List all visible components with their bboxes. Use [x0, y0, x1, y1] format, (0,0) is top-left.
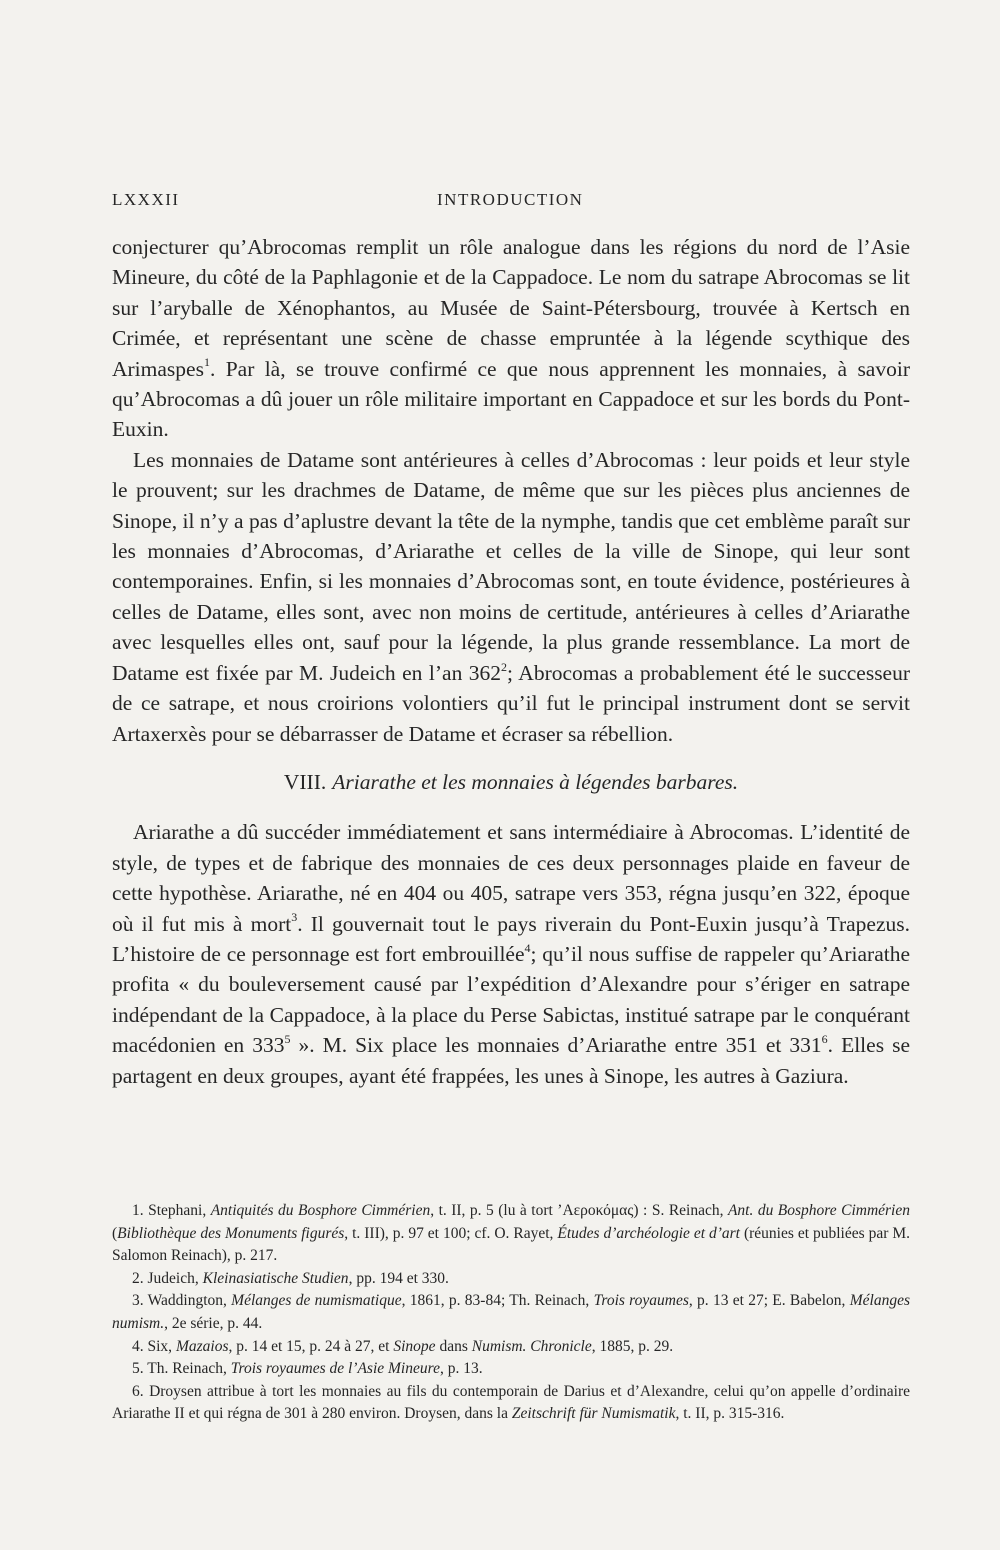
- footnote-title: Numism. Chronicle: [471, 1337, 592, 1355]
- footnote-title: Trois royaumes: [593, 1292, 689, 1310]
- footnote-title: Antiquités du Bosphore Cimmérien: [210, 1202, 431, 1219]
- footnote-title: Trois royaumes de l’Asie Mineure: [230, 1360, 440, 1378]
- footnote-title: Ant. du Bosphore Cimmérien: [727, 1202, 910, 1219]
- section-heading: [112, 767, 910, 797]
- footnote-ref-6: 6: [821, 1032, 828, 1046]
- paragraph-3-part-3: ; qu’il nous suffise de rappeler qu’Ariarathe profita « du bouleversement causé par l’expédition d’Alexandre pour s’ériger en satrape indépendant de la Cappadoce, à la place du Perse Sabictas, institué satrape par le conquérant macédonien en 333: [112, 941, 911, 1058]
- footnote-6: [112, 1381, 910, 1426]
- footnote-ref-5: 5: [284, 1032, 291, 1046]
- footnote-title: Zeitschrift für Numismatik: [511, 1405, 676, 1423]
- paragraph-3: [112, 817, 910, 1091]
- main-text: [112, 232, 910, 1091]
- footnote-title: Mélanges numism.: [112, 1292, 910, 1332]
- footnote-title: Mélanges de numismatique: [231, 1292, 402, 1310]
- paragraph-3-part-5: . Elles se partagent en deux groupes, ayant été frappées, les unes à Sinope, les autres à Gaziura.: [112, 1033, 910, 1088]
- paragraph-3-part-4: ». M. Six place les monnaies d’Ariarathe entre 351 et 331: [290, 1033, 822, 1058]
- footnote-4: [112, 1336, 910, 1359]
- footnote-text: 1. Stephani,: [132, 1202, 211, 1219]
- paragraph-1-text: conjecturer qu’Abrocomas remplit un rôle analogue dans les régions du nord de l’Asie Mineure, du côté de la Paphlagonie et de la Cappadoce. Le nom du satrape Abrocomas se lit sur l’aryballe de Xénophantos, au Musée de Saint-Pétersbourg, trouvée à Kertsch en Crimée, et représentant une scène de chasse empruntée à la légende scythique des Arimaspes: [112, 235, 910, 381]
- footnote-text: (: [112, 1224, 118, 1242]
- footnote-text: , p. 13 et 27; E. Babelon,: [688, 1292, 850, 1310]
- paragraph-3-part-2: . Il gouvernait tout le pays riverain du Pont-Euxin jusqu’à Trapezus. L’histoire de ce personnage est fort embrouillée: [112, 911, 910, 966]
- footnote-title: Mazaios: [175, 1337, 229, 1355]
- footnote-title: Kleinasiatische Studien: [202, 1269, 349, 1287]
- footnote-5: [112, 1358, 910, 1381]
- section-title: Ariarathe et les monnaies à légendes barbares.: [332, 769, 739, 794]
- footnote-text: , t. II, p. 5 (lu à tort ’Αεροκόμας) : S. Reinach,: [430, 1202, 728, 1219]
- footnotes: [112, 1200, 910, 1426]
- footnote-text: , t. II, p. 315-316.: [675, 1405, 785, 1423]
- footnote-title: Sinope: [393, 1337, 436, 1355]
- footnote-text: dans: [435, 1337, 472, 1355]
- footnote-text: , pp. 194 et 330.: [348, 1269, 449, 1287]
- footnote-text: 2. Judeich,: [132, 1269, 203, 1287]
- footnote-text: , t. III), p. 97 et 100; cf. O. Rayet,: [344, 1224, 558, 1242]
- footnote-text: , 2e série, p. 44.: [164, 1314, 263, 1332]
- page-number: LXXXII: [112, 190, 180, 209]
- footnote-title: Bibliothèque des Monuments figurés: [117, 1224, 345, 1242]
- footnote-text: 6. Droysen attribue à tort les monnaies au fils du contemporain de Darius et d’Alexandre, celui qu’on appelle d’ordinaire Ariarathe II et qui régna de 301 à 280 environ. Droysen, dans la: [112, 1382, 910, 1423]
- paragraph-3-part-1: Ariarathe a dû succéder immédiatement et sans intermédiaire à Abrocomas. L’identité de style, de types et de fabrique des monnaies de ces deux personnages plaide en faveur de cette hypothèse. Ariarathe, né en 404 ou 405, satrape vers 353, régna jusqu’en 322, époque où il fut mis à mort: [112, 820, 910, 936]
- paragraph-1-text-end: . Par là, se trouve confirmé ce que nous apprennent les monnaies, à savoir qu’Abrocomas a dû jouer un rôle militaire important en Cappadoce et sur les bords du Pont-Euxin.: [112, 356, 910, 442]
- footnote-ref-4: 4: [524, 940, 531, 955]
- paragraph-2: [112, 445, 910, 749]
- footnote-text: 4. Six,: [132, 1337, 176, 1355]
- paragraph-1: [112, 232, 910, 445]
- footnote-3: [112, 1290, 910, 1335]
- paragraph-2-text-end: ; Abrocomas a probablement été le successeur de ce satrape, et nous croirions volontiers qu’il fut le principal instrument dont se servit Artaxerxès pour se débarrasser de Datame et écraser sa rébellion.: [112, 660, 911, 746]
- running-title: INTRODUCTION: [437, 190, 584, 209]
- footnote-2: [112, 1268, 910, 1291]
- footnote-ref-3: 3: [291, 910, 298, 925]
- footnote-text: 3. Waddington,: [132, 1292, 232, 1310]
- footnote-text: , p. 14 et 15, p. 24 à 27, et: [228, 1337, 394, 1355]
- footnote-text: 5. Th. Reinach,: [132, 1360, 231, 1378]
- footnote-text: , 1861, p. 83-84; Th. Reinach,: [401, 1292, 594, 1310]
- footnote-title: Études d’archéologie et d’art: [557, 1224, 740, 1242]
- footnote-1: [112, 1200, 910, 1268]
- footnote-text: (réunies et publiées par M. Salomon Reinach), p. 217.: [112, 1224, 910, 1265]
- footnote-ref-1: 1: [203, 355, 210, 370]
- footnote-text: , 1885, p. 29.: [591, 1337, 674, 1355]
- footnote-ref-2: 2: [501, 659, 508, 674]
- paragraph-2-text: Les monnaies de Datame sont antérieures à celles d’Abrocomas : leur poids et leur style le prouvent; sur les drachmes de Datame, de même que sur les pièces plus anciennes de Sinope, il n’y a pas d’aplustre devant la tête de la nymphe, tandis que cet emblème paraît sur les monnaies d’Abrocomas, d’Ariarathe et celles de la ville de Sinope, qui leur sont contemporaines. Enfin, si les monnaies d’Abrocomas sont, en toute évidence, postérieures à celles de Datame, elles sont, avec non moins de certitude, antérieures à celles d’Ariarathe avec lesquelles elles ont, sauf pour la légende, la plus grande ressemblance. La mort de Datame est fixée par M. Judeich en l’an 362: [112, 447, 910, 685]
- footnote-text: , p. 13.: [439, 1360, 483, 1378]
- section-number: VIII.: [283, 769, 327, 794]
